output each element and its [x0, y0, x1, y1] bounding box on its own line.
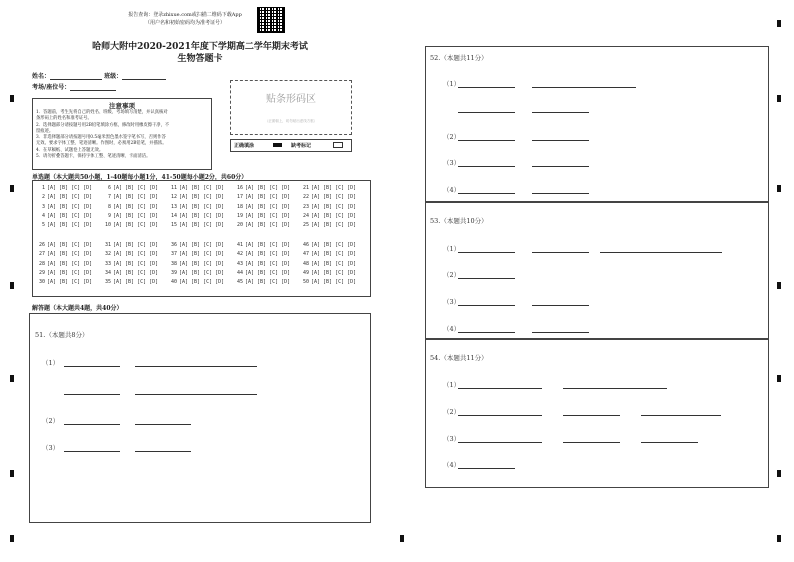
q52-answer-line[interactable] — [532, 165, 589, 167]
mc-options[interactable]: [A] [B] [C] [D] — [47, 260, 93, 267]
note-line: 5．请勿折叠答题卡，保持字体工整、笔迹清晰、卡面清洁。 — [36, 154, 151, 160]
correct-fill-sample — [273, 143, 282, 147]
correct-fill-label: 正确填涂 — [234, 143, 255, 149]
mc-question-29[interactable] — [37, 270, 92, 276]
mc-question-20[interactable] — [235, 222, 290, 228]
mc-question-47[interactable] — [301, 251, 356, 257]
q51-label-2: （2） — [42, 417, 60, 425]
mc-question-23[interactable] — [301, 204, 356, 210]
mc-question-number: 28 — [38, 260, 45, 267]
q52-answer-line[interactable] — [458, 192, 515, 194]
mc-question-number: 50 — [302, 279, 309, 286]
mc-question-number: 44 — [236, 269, 243, 276]
mc-question-number: 23 — [302, 203, 309, 210]
room-label: 考场/座位号： — [32, 84, 71, 91]
q53-label-1: （1） — [443, 245, 461, 253]
mc-question-16[interactable] — [235, 185, 290, 191]
mc-question-number: 32 — [104, 251, 111, 258]
mc-options[interactable]: [A] [B] [C] [D] — [245, 260, 291, 267]
mc-question-15[interactable] — [169, 222, 224, 228]
mc-question-9[interactable] — [103, 213, 158, 219]
mc-question-number: 33 — [104, 260, 111, 267]
mc-options[interactable]: [A] [B] [C] [D] — [47, 222, 93, 229]
mc-question-number: 1 — [41, 185, 45, 191]
timing-mark — [10, 535, 14, 542]
q51-label-1: （1） — [42, 359, 60, 367]
barcode-area — [230, 80, 352, 135]
q53-answer-line[interactable] — [532, 251, 589, 253]
mc-question-number: 25 — [302, 222, 309, 229]
q52-label-2: （2） — [443, 133, 461, 141]
mc-question-number: 21 — [302, 185, 309, 191]
notes-box — [32, 98, 212, 170]
mc-options[interactable]: [A] [B] [C] [D] — [245, 222, 291, 229]
mc-options[interactable]: [A] [B] [C] [D] — [113, 279, 159, 286]
q54-answer-line[interactable] — [458, 387, 542, 389]
q53-answer-line[interactable] — [532, 331, 589, 333]
mc-options[interactable]: [A] [B] [C] [D] — [245, 203, 291, 210]
page-subtitle: 生物答题卡 — [177, 54, 223, 64]
q54-answer-line[interactable] — [563, 414, 620, 416]
mc-options[interactable]: [A] [B] [C] [D] — [179, 222, 225, 229]
q52-label-4: （4） — [443, 186, 461, 194]
q54-label-1: （1） — [443, 381, 461, 389]
q53-answer-line[interactable] — [458, 331, 515, 333]
q52-label-3: （3） — [443, 159, 461, 167]
q53-answer-line[interactable] — [600, 251, 722, 253]
mc-question-4[interactable] — [37, 213, 92, 219]
mc-question-1[interactable] — [37, 185, 92, 191]
q52-answer-line[interactable] — [532, 192, 589, 194]
q52-answer-line[interactable] — [458, 111, 515, 113]
mc-question-number: 24 — [302, 212, 309, 219]
notice-line-2: （用户名和初始密码均为准考证号） — [144, 20, 225, 26]
mc-options[interactable]: [A] [B] [C] [D] — [47, 194, 93, 201]
mc-question-number: 16 — [236, 185, 243, 191]
mc-question-number: 36 — [170, 242, 177, 248]
mc-question-number: 3 — [41, 203, 45, 210]
mc-question-number: 37 — [170, 251, 177, 258]
mc-question-25[interactable] — [301, 222, 356, 228]
mc-options[interactable]: [A] [B] [C] [D] — [311, 279, 357, 286]
note-line: 2．选择题部分请按题号用2B铅笔填涂方框，修改时用橡皮擦干净，不 — [36, 122, 170, 128]
mc-question-32[interactable] — [103, 251, 158, 257]
mc-question-number: 46 — [302, 242, 309, 248]
q52-answer-line[interactable] — [532, 86, 636, 88]
mc-question-number: 17 — [236, 194, 243, 201]
mc-question-42[interactable] — [235, 251, 290, 257]
q53-answer-line[interactable] — [458, 304, 515, 306]
barcode-hint: （正面朝上，切勿贴出虚线方框） — [264, 119, 318, 123]
mc-question-41[interactable] — [235, 242, 290, 248]
mc-question-number: 29 — [38, 269, 45, 276]
mc-grid — [32, 180, 371, 297]
q51-answer-line[interactable] — [64, 393, 120, 395]
mc-question-18[interactable] — [235, 204, 290, 210]
mc-question-7[interactable] — [103, 194, 158, 200]
mc-options[interactable]: [A] [B] [C] [D] — [245, 251, 291, 258]
mc-options[interactable]: [A] [B] [C] [D] — [179, 251, 225, 258]
mc-options[interactable]: [A] [B] [C] [D] — [311, 260, 357, 267]
name-label: 姓名： — [32, 73, 51, 80]
mc-question-number: 41 — [236, 242, 243, 248]
timing-mark — [10, 95, 14, 102]
mc-question-34[interactable] — [103, 270, 158, 276]
mc-question-27[interactable] — [37, 251, 92, 257]
mc-options[interactable]: [A] [B] [C] [D] — [179, 279, 225, 286]
q54-answer-line[interactable] — [458, 467, 515, 469]
timing-mark — [777, 185, 781, 192]
q51-answer-line[interactable] — [135, 423, 191, 425]
mc-question-2[interactable] — [37, 194, 92, 200]
q54-answer-line[interactable] — [641, 441, 698, 443]
mc-question-number: 2 — [41, 194, 45, 201]
q52-answer-line[interactable] — [458, 165, 515, 167]
mc-question-number: 26 — [38, 242, 45, 248]
q51-answer-line[interactable] — [64, 450, 120, 452]
timing-mark — [400, 535, 404, 542]
note-line: 无效。要求字体工整、笔迹清晰。作图时，必须用2B铅笔，并描浓。 — [36, 141, 167, 147]
mc-options[interactable]: [A] [B] [C] [D] — [179, 260, 225, 267]
mc-question-28[interactable] — [37, 261, 92, 267]
q51-answer-line[interactable] — [135, 393, 257, 395]
mc-options[interactable]: [A] [B] [C] [D] — [179, 212, 225, 219]
mc-question-number: 27 — [38, 251, 45, 258]
timing-mark — [777, 95, 781, 102]
q53-answer-line[interactable] — [458, 251, 515, 253]
mc-question-12[interactable] — [169, 194, 224, 200]
mc-options[interactable]: [A] [B] [C] [D] — [113, 242, 159, 248]
mc-options[interactable]: [A] [B] [C] [D] — [47, 185, 93, 191]
mc-section-title: 单选题（本大题共50小题，1-40题每小题1分，41-50题每小题2分，共60分） — [32, 174, 248, 181]
mc-question-number: 18 — [236, 203, 243, 210]
mc-options[interactable]: [A] [B] [C] [D] — [179, 242, 225, 248]
q51-answer-line[interactable] — [64, 365, 120, 367]
mc-question-number: 8 — [107, 203, 111, 210]
mc-question-number: 35 — [104, 279, 111, 286]
mc-question-30[interactable] — [37, 279, 92, 285]
absent-mark-box[interactable] — [333, 142, 343, 148]
room-field[interactable] — [70, 82, 116, 91]
mc-options[interactable]: [A] [B] [C] [D] — [179, 185, 225, 191]
mc-options[interactable]: [A] [B] [C] [D] — [311, 269, 357, 276]
class-field[interactable] — [122, 71, 166, 80]
q54-answer-line[interactable] — [458, 441, 542, 443]
mc-options[interactable]: [A] [B] [C] [D] — [113, 269, 159, 276]
q53-label-3: （3） — [443, 298, 461, 306]
mc-question-8[interactable] — [103, 204, 158, 210]
notes-title: 注意事项 — [109, 102, 135, 110]
mc-question-number: 30 — [38, 279, 45, 286]
name-field[interactable] — [50, 71, 102, 80]
mc-question-number: 38 — [170, 260, 177, 267]
mc-question-40[interactable] — [169, 279, 224, 285]
mc-question-number: 10 — [104, 222, 111, 229]
timing-mark — [10, 282, 14, 289]
q51-box — [29, 313, 371, 523]
timing-mark — [777, 282, 781, 289]
q53-answer-line[interactable] — [532, 304, 589, 306]
mc-question-number: 9 — [107, 212, 111, 219]
mc-question-26[interactable] — [37, 242, 92, 248]
mc-options[interactable]: [A] [B] [C] [D] — [113, 203, 159, 210]
timing-mark — [777, 535, 781, 542]
q53-label-2: （2） — [443, 271, 461, 279]
mc-question-number: 40 — [170, 279, 177, 286]
mc-options[interactable]: [A] [B] [C] [D] — [113, 222, 159, 229]
mc-question-number: 48 — [302, 260, 309, 267]
mc-question-number: 4 — [41, 212, 45, 219]
mc-options[interactable]: [A] [B] [C] [D] — [47, 212, 93, 219]
q52-answer-line[interactable] — [532, 111, 589, 113]
mc-options[interactable]: [A] [B] [C] [D] — [245, 185, 291, 191]
mc-question-38[interactable] — [169, 261, 224, 267]
q52-answer-line[interactable] — [458, 139, 515, 141]
mc-options[interactable]: [A] [B] [C] [D] — [113, 185, 159, 191]
q51-label-3: （3） — [42, 444, 60, 452]
mc-question-43[interactable] — [235, 261, 290, 267]
mc-question-35[interactable] — [103, 279, 158, 285]
mc-options[interactable]: [A] [B] [C] [D] — [311, 203, 357, 210]
mc-options[interactable]: [A] [B] [C] [D] — [311, 222, 357, 229]
mc-question-48[interactable] — [301, 261, 356, 267]
mc-question-33[interactable] — [103, 261, 158, 267]
q54-label-3: （3） — [443, 435, 461, 443]
mc-options[interactable]: [A] [B] [C] [D] — [245, 194, 291, 201]
q52-title: 52.（本题共11分） — [430, 54, 488, 62]
mc-options[interactable]: [A] [B] [C] [D] — [47, 242, 93, 248]
q53-title: 53.（本题共10分） — [430, 217, 488, 225]
mc-options[interactable]: [A] [B] [C] [D] — [245, 269, 291, 276]
mc-question-17[interactable] — [235, 194, 290, 200]
mc-question-number: 11 — [170, 185, 177, 191]
timing-mark — [777, 375, 781, 382]
mc-question-number: 43 — [236, 260, 243, 267]
mc-options[interactable]: [A] [B] [C] [D] — [245, 212, 291, 219]
timing-mark — [10, 470, 14, 477]
mc-question-number: 39 — [170, 269, 177, 276]
mc-question-21[interactable] — [301, 185, 356, 191]
q53-label-4: （4） — [443, 325, 461, 333]
mc-question-10[interactable] — [103, 222, 158, 228]
mc-question-5[interactable] — [37, 222, 92, 228]
mc-question-number: 49 — [302, 269, 309, 276]
q54-answer-line[interactable] — [458, 414, 542, 416]
mc-question-14[interactable] — [169, 213, 224, 219]
q52-answer-line[interactable] — [458, 86, 515, 88]
mc-question-39[interactable] — [169, 270, 224, 276]
mc-options[interactable]: [A] [B] [C] [D] — [179, 194, 225, 201]
mc-question-22[interactable] — [301, 194, 356, 200]
mc-question-number: 13 — [170, 203, 177, 210]
q54-box — [425, 338, 769, 488]
class-label: 班级： — [104, 73, 123, 80]
essay-section-title: 解答题（本大题共4题，共40分） — [32, 305, 123, 312]
mc-question-37[interactable] — [169, 251, 224, 257]
mc-question-31[interactable] — [103, 242, 158, 248]
mc-options[interactable]: [A] [B] [C] [D] — [311, 185, 357, 191]
q53-answer-line[interactable] — [458, 277, 515, 279]
mc-question-36[interactable] — [169, 242, 224, 248]
q52-box — [425, 46, 769, 203]
mc-question-50[interactable] — [301, 279, 356, 285]
mc-question-11[interactable] — [169, 185, 224, 191]
mc-options[interactable]: [A] [B] [C] [D] — [311, 194, 357, 201]
note-line: 1．答题前，考生先将自己的姓名、班级、考场填写清楚，并认真核对 — [36, 110, 168, 115]
mc-options[interactable]: [A] [B] [C] [D] — [113, 212, 159, 219]
timing-mark — [777, 20, 781, 27]
q54-label-2: （2） — [443, 408, 461, 416]
timing-mark — [10, 185, 14, 192]
q51-title: 51.（本题共8分） — [35, 331, 89, 339]
mc-question-number: 34 — [104, 269, 111, 276]
mc-options[interactable]: [A] [B] [C] [D] — [179, 203, 225, 210]
mc-options[interactable]: [A] [B] [C] [D] — [311, 212, 357, 219]
mc-options[interactable]: [A] [B] [C] [D] — [113, 194, 159, 201]
mc-question-number: 5 — [41, 222, 45, 229]
mc-options[interactable]: [A] [B] [C] [D] — [47, 203, 93, 210]
mc-question-44[interactable] — [235, 270, 290, 276]
note-line: 条形码上的姓名和准考证号。 — [36, 116, 92, 122]
q51-answer-line[interactable] — [135, 450, 191, 452]
mc-question-19[interactable] — [235, 213, 290, 219]
mc-question-number: 45 — [236, 279, 243, 286]
q54-answer-line[interactable] — [563, 387, 667, 389]
q54-title: 54.（本题共11分） — [430, 354, 488, 362]
timing-mark — [10, 375, 14, 382]
mc-options[interactable]: [A] [B] [C] [D] — [179, 269, 225, 276]
mc-question-45[interactable] — [235, 279, 290, 285]
q51-answer-line[interactable] — [135, 365, 257, 367]
notes-list — [33, 110, 211, 160]
absent-mark-label: 缺考标记 — [291, 143, 312, 149]
mc-options[interactable]: [A] [B] [C] [D] — [113, 260, 159, 267]
q54-answer-line[interactable] — [563, 441, 620, 443]
mc-question-number: 19 — [236, 212, 243, 219]
mc-options[interactable]: [A] [B] [C] [D] — [113, 251, 159, 258]
mc-question-number: 42 — [236, 251, 243, 258]
mc-question-number: 20 — [236, 222, 243, 229]
mc-options[interactable]: [A] [B] [C] [D] — [311, 251, 357, 258]
mc-options[interactable]: [A] [B] [C] [D] — [245, 242, 291, 248]
q52-answer-line[interactable] — [532, 139, 589, 141]
mc-question-24[interactable] — [301, 213, 356, 219]
note-line: 留痕迹。 — [36, 128, 54, 134]
mc-question-46[interactable] — [301, 242, 356, 248]
mc-question-49[interactable] — [301, 270, 356, 276]
mc-options[interactable]: [A] [B] [C] [D] — [311, 242, 357, 248]
mc-question-6[interactable] — [103, 185, 158, 191]
mc-options[interactable]: [A] [B] [C] [D] — [47, 251, 93, 258]
mc-options[interactable]: [A] [B] [C] [D] — [47, 279, 93, 286]
note-line: 3．非选择题部分请按题号用0.5毫米黑色墨水签字笔书写，否则作答 — [36, 135, 166, 141]
mc-question-number: 22 — [302, 194, 309, 201]
q54-label-4: （4） — [443, 461, 461, 469]
mc-question-number: 12 — [170, 194, 177, 201]
q54-answer-line[interactable] — [641, 414, 721, 416]
mc-question-number: 14 — [170, 212, 177, 219]
mc-question-number: 31 — [104, 242, 111, 248]
mc-question-3[interactable] — [37, 204, 92, 210]
barcode-label: 贴条形码区 — [266, 94, 316, 105]
mc-options[interactable]: [A] [B] [C] [D] — [245, 279, 291, 286]
mc-question-13[interactable] — [169, 204, 224, 210]
page-title: 哈师大附中2020-2021年度下学期高二学年期末考试 — [92, 42, 308, 52]
mc-options[interactable]: [A] [B] [C] [D] — [47, 269, 93, 276]
notice-line-1: 报告查询：登录zhixue.com或扫描二维码下载App — [128, 12, 242, 18]
mc-question-number: 15 — [170, 222, 177, 229]
timing-mark — [777, 470, 781, 477]
qr-code — [257, 7, 285, 33]
q52-label-1: （1） — [443, 80, 461, 88]
q51-answer-line[interactable] — [64, 423, 120, 425]
mc-question-number: 47 — [302, 251, 309, 258]
q53-box — [425, 201, 769, 340]
mc-question-number: 7 — [107, 194, 111, 201]
fill-legend — [230, 139, 352, 152]
mc-question-number: 6 — [107, 185, 111, 191]
note-line: 4．在草稿纸、试题卷上答题无效。 — [36, 147, 104, 153]
